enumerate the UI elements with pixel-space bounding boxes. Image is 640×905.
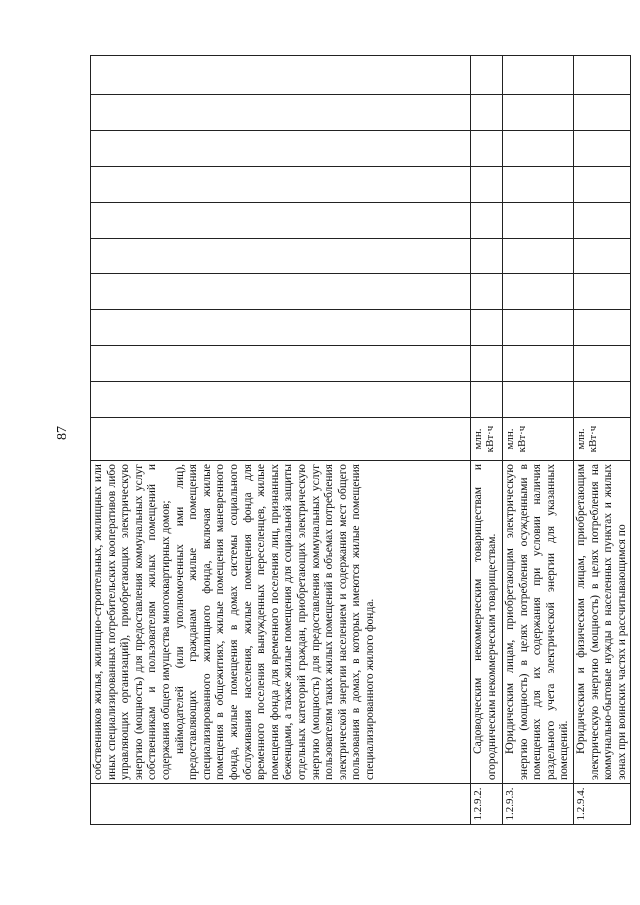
value-cell [503, 166, 574, 202]
value-cell [471, 310, 503, 346]
value-cell [573, 56, 630, 95]
row-description [471, 461, 503, 784]
value-cell [471, 56, 503, 95]
value-cell [573, 166, 630, 202]
paragraph: наймодателей (или уполномоченных ими лиц), предоставляющих гражданам жилые помещения специализированного жилищного фонда, включая жилые помещения в общежитиях, жилые помещения маневренного фонда, жилые помещения в домах системы социального обслуживания населения, жилые помещения фонда для временного поселения вынужденных переселенцев, жилые помещения фонда для временного поселения лиц, признанных беженцами, а также жилые помещения для социальной защиты отдельных категорий граждан, приобретающих электрическую энергию (мощность) для предоставления коммунальных услуг пользователям таких жилых помещений в объемах потребления электрической энергии населением и содержания мест общего пользования в домах, в которых имеются жилые помещения специализированного жилого фонда. [173, 464, 376, 780]
value-cell [91, 382, 471, 418]
value-cell [503, 202, 574, 238]
value-cell [503, 95, 574, 131]
value-cell [91, 238, 471, 274]
value-cell [503, 274, 574, 310]
value-cell [91, 95, 471, 131]
value-cell [573, 238, 630, 274]
value-cell [471, 346, 503, 382]
value-cell [503, 346, 574, 382]
value-cell [573, 274, 630, 310]
value-cell [471, 95, 503, 131]
value-cell [573, 382, 630, 418]
row-code [91, 784, 471, 825]
value-cell [91, 56, 471, 95]
value-cell [91, 346, 471, 382]
value-cell [91, 274, 471, 310]
value-cell [471, 382, 503, 418]
value-cell [471, 166, 503, 202]
paragraph: Юридическим и физическим лицам, приобретающим электрическую энергию (мощность) в целях потребления на коммунально-бытовые нужды в населенных пунктах и жилых зонах при воинских частях и рассчитывающимся по [574, 464, 628, 780]
row-unit: млн. кВт·ч [503, 417, 574, 460]
value-cell [573, 95, 630, 131]
paragraph: Садоводческим некоммерческим товариществам и огородническим некоммерческим товариществам. [472, 464, 498, 780]
table-row [91, 56, 471, 825]
value-cell [503, 130, 574, 166]
value-cell [471, 238, 503, 274]
value-cell [91, 202, 471, 238]
document-table-wrapper [90, 55, 628, 825]
value-cell [503, 382, 574, 418]
value-cell [503, 56, 574, 95]
value-cell [91, 130, 471, 166]
value-cell [471, 274, 503, 310]
value-cell [91, 310, 471, 346]
value-cell [91, 166, 471, 202]
value-cell [573, 310, 630, 346]
row-code: 1.2.9.4. [573, 784, 630, 825]
row-unit: млн. кВт·ч [471, 417, 503, 460]
row-description [91, 461, 471, 784]
table-row [503, 56, 574, 825]
page-number: 87 [55, 426, 70, 440]
value-cell [471, 130, 503, 166]
row-description [503, 461, 574, 784]
paragraph: Юридическим лицам, приобретающим электрическую энергию (мощность) в целях потребления осужденными в помещениях для их содержания при условии наличия раздельного учета электрической энергии для указанных помещений. [504, 464, 571, 780]
value-cell [573, 202, 630, 238]
row-code: 1.2.9.3. [503, 784, 574, 825]
value-cell [471, 202, 503, 238]
value-cell [573, 346, 630, 382]
row-code: 1.2.9.2. [471, 784, 503, 825]
paragraph: собственников жилья, жилищно-строительных, жилищных или иных специализированных потребительских кооперативов либо управляющих организаций), приобретающих электрическую энергию (мощность) для предоставления коммунальных услуг собственникам и пользователям жилых помещений и содержания общего имущества многоквартирных домов; [92, 464, 172, 780]
table-row [573, 56, 630, 825]
value-cell [503, 310, 574, 346]
tariff-table [90, 55, 631, 825]
row-unit [91, 417, 471, 460]
table-row [471, 56, 503, 825]
row-unit: млн. кВт·ч [573, 417, 630, 460]
value-cell [573, 130, 630, 166]
row-description [573, 461, 630, 784]
rotated-page [90, 55, 628, 825]
value-cell [503, 238, 574, 274]
